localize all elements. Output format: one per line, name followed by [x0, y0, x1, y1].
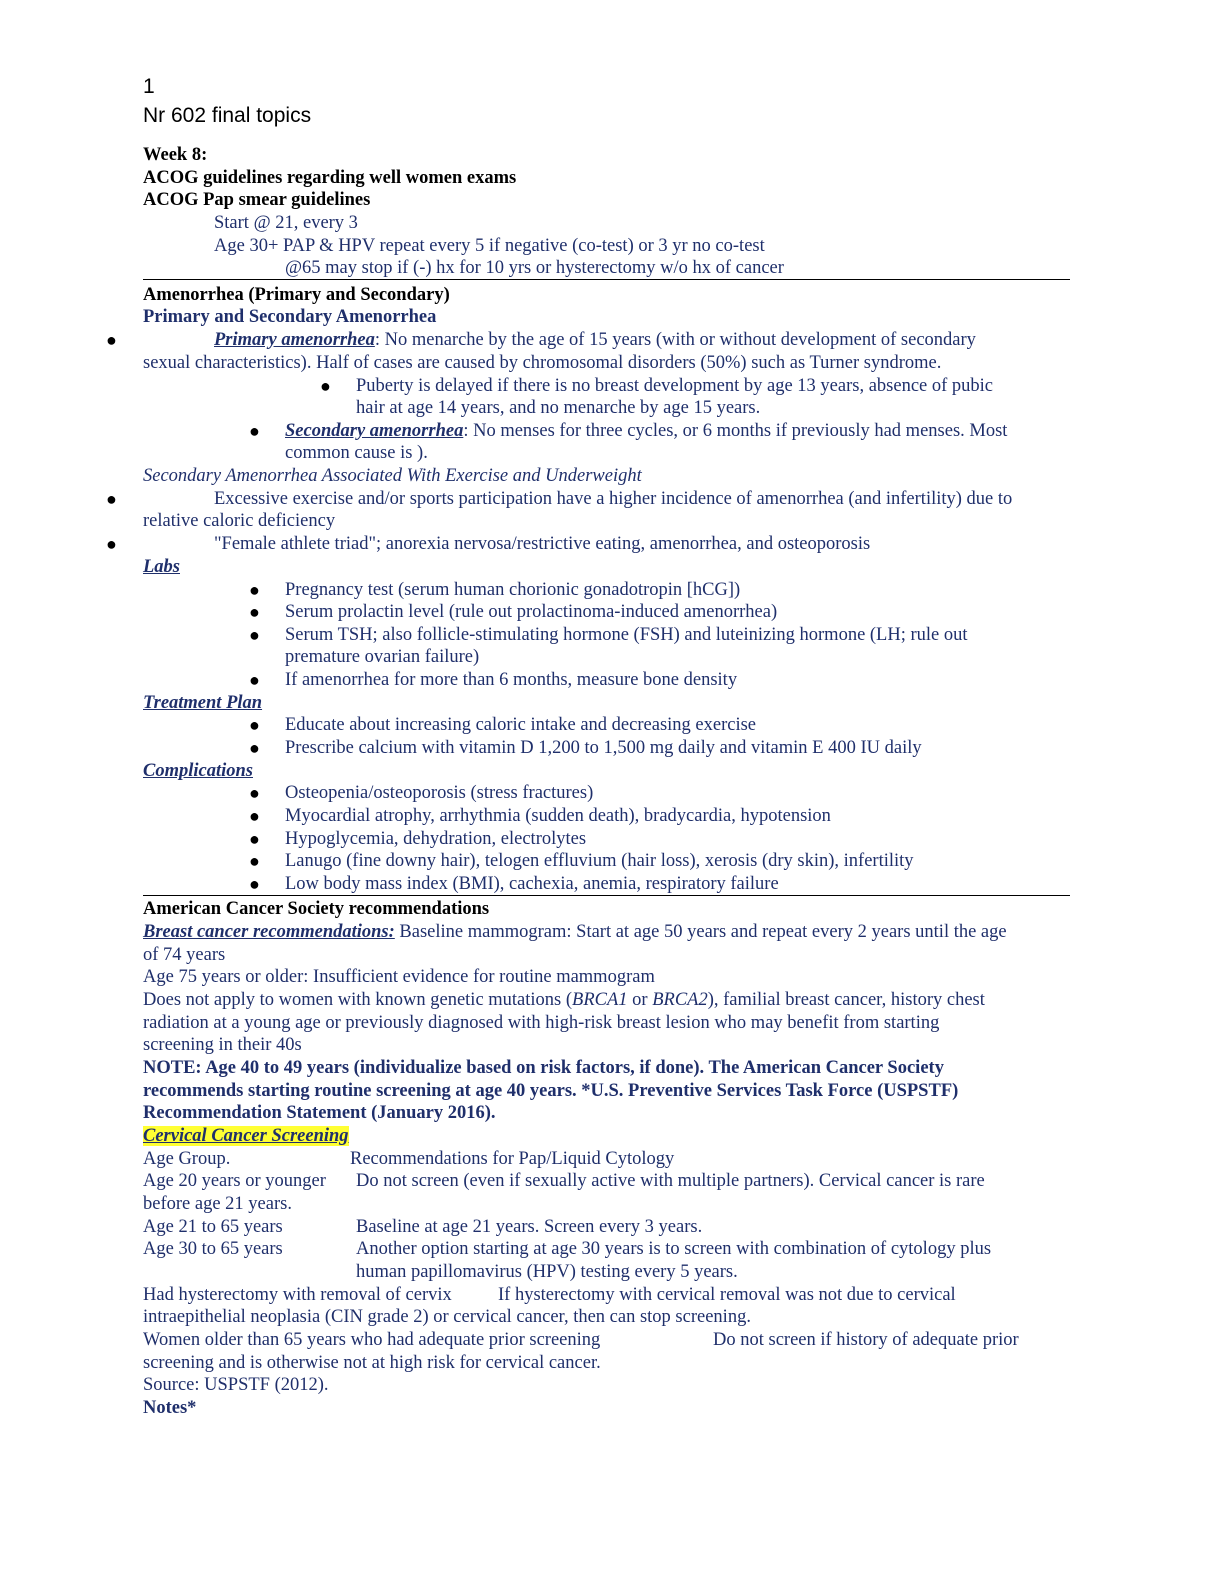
row-rec-cont: before age 21 years. [143, 1194, 292, 1214]
bullet-icon: ● [249, 602, 260, 622]
row-rec: Do not screen if history of adequate prior [713, 1330, 1019, 1350]
pap-30-text: Age 30+ PAP & HPV repeat every 5 if negative (co-test) or 3 yr no co-test [214, 236, 765, 256]
bullet-icon: ● [106, 489, 117, 509]
week-heading: Week 8: [143, 145, 208, 165]
notes-heading: Notes* [143, 1398, 197, 1418]
breast-cont: of 74 years [143, 945, 226, 965]
pap-65-text: @65 may stop if (-) hx for 10 yrs or hysterectomy w/o hx of cancer [285, 258, 784, 278]
bullet-icon: ● [249, 783, 260, 803]
triad-text: "Female athlete triad"; anorexia nervosa/restrictive eating, amenorrhea, and osteoporosis [214, 534, 871, 554]
primary-amenorrhea-def: : No menarche by the age of 15 years (with or without development of secondary [374, 330, 976, 350]
row-age: Age 21 to 65 years [143, 1217, 283, 1237]
not-apply-b: ), familial breast cancer, history chest [707, 990, 985, 1010]
complication-item: Low body mass index (BMI), cachexia, anemia, respiratory failure [285, 874, 779, 894]
acs-heading: American Cancer Society recommendations [143, 899, 490, 919]
not-apply-cont: screening in their 40s [143, 1035, 302, 1055]
primary-amenorrhea-line [214, 329, 976, 352]
page-number: 1 [143, 75, 155, 98]
row-age: Age 20 years or younger [143, 1171, 326, 1191]
acog-pap-heading: ACOG Pap smear guidelines [143, 190, 371, 210]
or-text: or [627, 990, 653, 1010]
row-rec-cont: screening and is otherwise not at high risk for cervical cancer. [143, 1353, 601, 1373]
note-text: NOTE: Age 40 to 49 years (individualize based on risk factors, if done). The American Cancer Society [143, 1058, 944, 1078]
amenorrhea-subheading: Primary and Secondary Amenorrhea [143, 307, 437, 327]
complication-item: Osteopenia/osteoporosis (stress fractures) [285, 783, 594, 803]
secondary-amenorrhea-term: Secondary amenorrhea [285, 421, 464, 441]
row-rec: Do not screen (even if sexually active with multiple partners). Cervical cancer is rare [356, 1171, 985, 1191]
bullet-icon: ● [106, 534, 117, 554]
complication-item: Lanugo (fine downy hair), telogen effluvium (hair loss), xerosis (dry skin), infertility [285, 851, 914, 871]
not-apply-cont: radiation at a young age or previously diagnosed with high-risk breast lesion who may benefit from starting [143, 1013, 940, 1033]
treatment-item: Prescribe calcium with vitamin D 1,200 to 1,500 mg daily and vitamin E 400 IU daily [285, 738, 922, 758]
row-rec: If hysterectomy with cervical removal was not due to cervical [498, 1285, 956, 1305]
exercise-cont: relative caloric deficiency [143, 511, 336, 531]
lab-item: If amenorrhea for more than 6 months, measure bone density [285, 670, 738, 690]
lab-item-cont: premature ovarian failure) [285, 647, 480, 667]
bullet-icon: ● [106, 330, 117, 350]
bullet-icon: ● [249, 806, 260, 826]
cervical-heading-highlight: Cervical Cancer Screening [143, 1126, 349, 1146]
secondary-amenorrhea-def: : No menses for three cycles, or 6 months if previously had menses. Most [463, 421, 1008, 441]
not-apply-a: Does not apply to women with known genetic mutations ( [143, 990, 573, 1010]
bullet-icon: ● [249, 625, 260, 645]
exercise-heading: Secondary Amenorrhea Associated With Exercise and Underweight [143, 466, 642, 486]
breast-def: Baseline mammogram: Start at age 50 years and repeat every 2 years until the age [394, 922, 1007, 942]
bullet-icon: ● [249, 670, 260, 690]
lab-item: Serum TSH; also follicle-stimulating hormone (FSH) and luteinizing hormone (LH; rule out [285, 625, 968, 645]
bullet-icon: ● [249, 851, 260, 871]
treatment-heading: Treatment Plan [143, 693, 263, 713]
col-rec-header: Recommendations for Pap/Liquid Cytology [350, 1149, 675, 1169]
puberty-cont: hair at age 14 years, and no menarche by age 15 years. [356, 398, 761, 418]
amenorrhea-heading: Amenorrhea (Primary and Secondary) [143, 285, 450, 305]
secondary-amenorrhea-line [285, 420, 1007, 443]
exercise-text: Excessive exercise and/or sports participation have a higher incidence of amenorrhea (and infertility) due to [214, 489, 1013, 509]
row-age: Had hysterectomy with removal of cervix [143, 1285, 452, 1305]
row-age: Age 30 to 65 years [143, 1239, 283, 1259]
brca1-text: BRCA1 [572, 990, 628, 1010]
breast-line [143, 921, 1007, 944]
primary-amenorrhea-term: Primary amenorrhea [214, 330, 375, 350]
cervical-heading [143, 1125, 349, 1148]
primary-amenorrhea-cont: sexual characteristics). Half of cases are caused by chromosomal disorders (50%) such as Turner syndrome. [143, 353, 942, 373]
lab-item: Serum prolactin level (rule out prolactinoma-induced amenorrhea) [285, 602, 778, 622]
bullet-icon: ● [249, 874, 260, 894]
complications-heading: Complications [143, 761, 253, 781]
bullet-icon: ● [249, 738, 260, 758]
section-divider [143, 279, 1070, 280]
complication-item: Myocardial atrophy, arrhythmia (sudden death), bradycardia, hypotension [285, 806, 831, 826]
bullet-icon: ● [249, 829, 260, 849]
not-apply-line [143, 989, 985, 1012]
row-rec-cont: human papillomavirus (HPV) testing every 5 years. [356, 1262, 738, 1282]
age75-text: Age 75 years or older: Insufficient evidence for routine mammogram [143, 967, 655, 987]
lab-item: Pregnancy test (serum human chorionic gonadotropin [hCG]) [285, 580, 741, 600]
bullet-icon: ● [249, 421, 260, 441]
complication-item: Hypoglycemia, dehydration, electrolytes [285, 829, 587, 849]
doc-title: Nr 602 final topics [143, 104, 312, 127]
bullet-icon: ● [320, 376, 331, 396]
row-rec: Baseline at age 21 years. Screen every 3 years. [356, 1217, 703, 1237]
section-divider [143, 895, 1070, 896]
note-cont: recommends starting routine screening at age 40 years. *U.S. Preventive Services Task Force (USPSTF) [143, 1081, 959, 1101]
labs-heading: Labs [143, 557, 180, 577]
col-age-header: Age Group. [143, 1149, 231, 1169]
bullet-icon: ● [249, 580, 260, 600]
breast-term: Breast cancer recommendations: [143, 922, 395, 942]
row-rec: Another option starting at age 30 years is to screen with combination of cytology plus [356, 1239, 992, 1259]
note-cont: Recommendation Statement (January 2016). [143, 1103, 496, 1123]
row-age: Women older than 65 years who had adequate prior screening [143, 1330, 601, 1350]
source-text: Source: USPSTF (2012). [143, 1375, 329, 1395]
brca2-text: BRCA2 [652, 990, 708, 1010]
secondary-amenorrhea-cont: common cause is ). [285, 443, 428, 463]
acog-well-heading: ACOG guidelines regarding well women exams [143, 168, 517, 188]
pap-start-text: Start @ 21, every 3 [214, 213, 358, 233]
bullet-icon: ● [249, 715, 260, 735]
row-rec-cont: intraepithelial neoplasia (CIN grade 2) or cervical cancer, then can stop screening. [143, 1307, 751, 1327]
puberty-text: Puberty is delayed if there is no breast development by age 13 years, absence of pubic [356, 376, 994, 396]
treatment-item: Educate about increasing caloric intake and decreasing exercise [285, 715, 757, 735]
